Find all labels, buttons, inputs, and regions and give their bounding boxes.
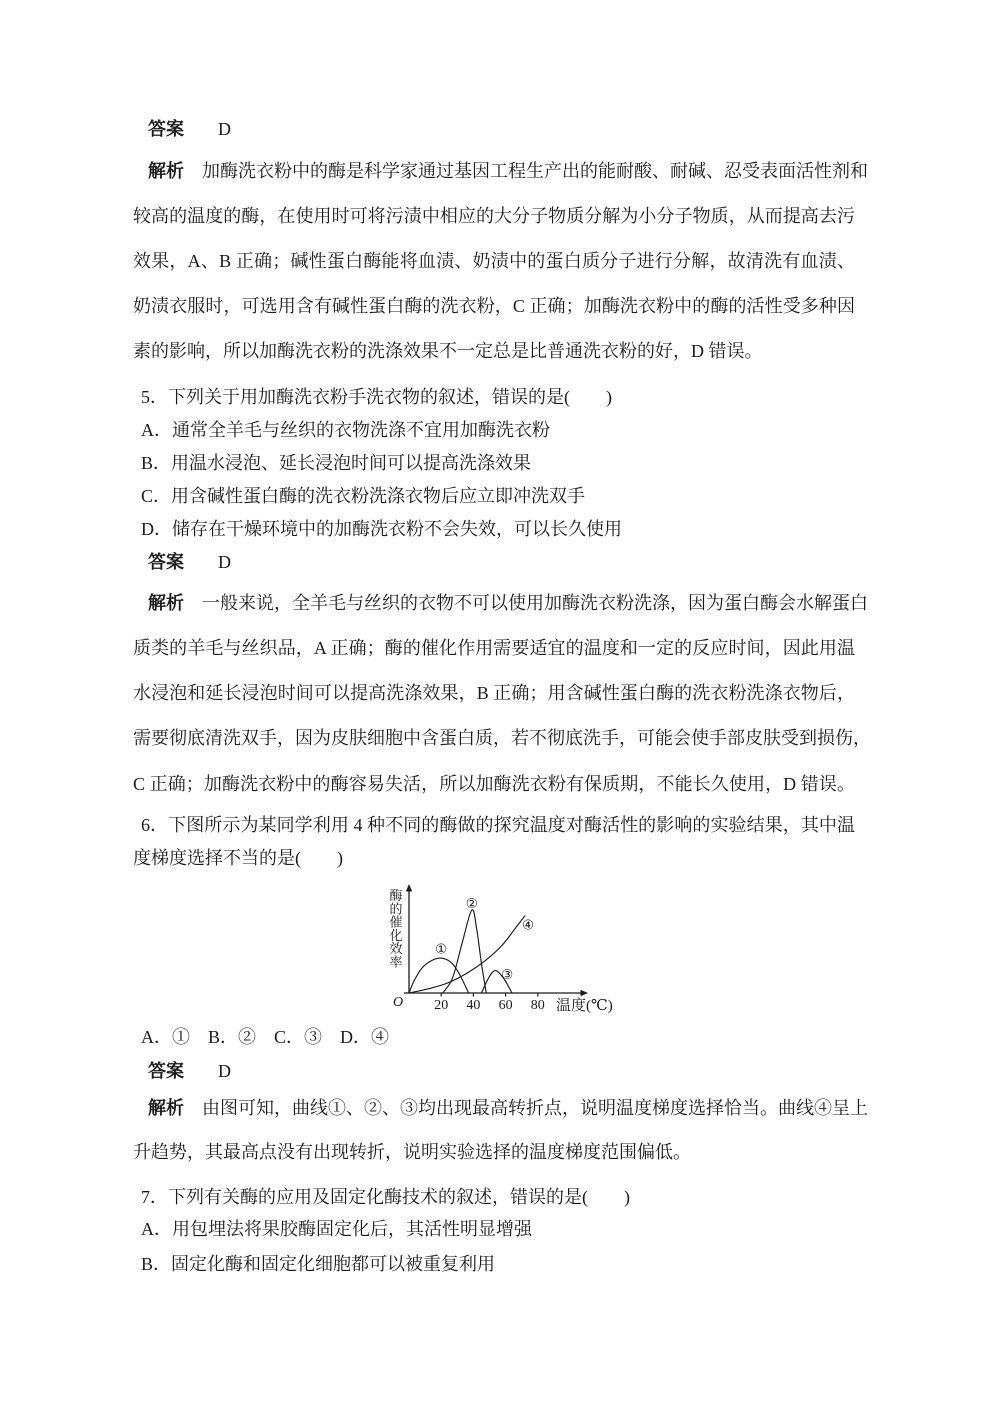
q5-analysis-line: 需要彻底清洗双手，因为皮肤细胞中含蛋白质，若不彻底洗手，可能会使手部皮肤受到损伤，	[133, 728, 871, 748]
y-axis-title-char: 率	[389, 954, 403, 970]
x-tick-label: 40	[466, 998, 481, 1013]
y-axis-title-char: 化	[389, 927, 403, 943]
q6-options-line: A．① B．② C．③ D．④	[141, 1027, 390, 1047]
y-axis-title-char: 催	[389, 914, 403, 930]
origin-label: O	[393, 995, 404, 1010]
q6-analysis-line: 升趋势，其最高点没有出现转折，说明实验选择的温度梯度范围偏低。	[133, 1142, 691, 1162]
x-tick-label: 20	[434, 998, 449, 1013]
q6-stem: 6．下图所示为某同学利用 4 种不同的酶做的探究温度对酶活性的影响的实验结果，其中温	[141, 815, 855, 835]
q6-analysis-line	[148, 1097, 868, 1119]
answer-value: D	[218, 119, 231, 139]
q5-answer-line	[148, 551, 231, 573]
q5-option-a: A．通常全羊毛与丝织的衣物洗涤不宜用加酶洗衣粉	[141, 420, 550, 440]
q5-option-b: B．用温水浸泡、延长浸泡时间可以提高洗涤效果	[141, 453, 532, 473]
q4-analysis-line: 效果，A、B 正确；碱性蛋白酶能将血渍、奶渍中的蛋白质分子进行分解，故清洗有血渍、	[133, 251, 855, 271]
q5-stem: 5．下列关于用加酶洗衣粉手洗衣物的叙述，错误的是( )	[141, 387, 612, 407]
q5-option-c: C．用含碱性蛋白酶的洗衣粉洗涤衣物后应立即冲洗双手	[141, 486, 586, 506]
curve-1-label: ①	[435, 941, 448, 957]
curve-1	[409, 958, 469, 993]
curve-3-label: ③	[501, 967, 514, 983]
answer-label: 答案	[148, 119, 184, 139]
curve-2-label: ②	[465, 895, 478, 911]
x-tick-label: 60	[498, 998, 513, 1013]
q4-analysis-line	[148, 160, 868, 182]
y-axis-arrow-icon	[406, 884, 412, 892]
q7-option-a: A．用包埋法将果胶酶固定化后，其活性明显增强	[141, 1219, 532, 1239]
enzyme-temperature-chart	[385, 882, 620, 1017]
q4-analysis-line: 奶渍衣服时，可选用含有碱性蛋白酶的洗衣粉，C 正确；加酶洗衣粉中的酶的活性受多种因	[133, 296, 855, 316]
analysis-text: 一般来说，全羊毛与丝织的衣物不可以使用加酶洗衣粉洗涤，因为蛋白酶会水解蛋白	[202, 593, 868, 613]
answer-label: 答案	[148, 552, 184, 572]
curve-2	[443, 910, 487, 993]
enzyme-temperature-chart-svg	[385, 882, 620, 1017]
q5-analysis-line	[148, 592, 868, 614]
analysis-label: 解析	[148, 161, 184, 181]
analysis-text: 由图可知，曲线①、②、③均出现最高转折点，说明温度梯度选择恰当。曲线④呈上	[202, 1098, 868, 1118]
answer-value: D	[218, 1061, 231, 1081]
q4-analysis-line: 素的影响，所以加酶洗衣粉的洗涤效果不一定总是比普通洗衣粉的好，D 错误。	[133, 341, 763, 361]
q5-analysis-line: C 正确；加酶洗衣粉中的酶容易失活，所以加酶洗衣粉有保质期，不能长久使用，D 错误。	[133, 774, 855, 794]
q4-answer-line	[148, 118, 231, 140]
curve-4-label: ④	[522, 917, 535, 933]
y-axis-title-char: 的	[389, 901, 403, 917]
q4-analysis-line: 较高的温度的酶，在使用时可将污渍中相应的大分子物质分解为小分子物质，从而提高去污	[133, 206, 855, 226]
q5-analysis-line: 水浸泡和延长浸泡时间可以提高洗涤效果，B 正确；用含碱性蛋白酶的洗衣粉洗涤衣物后，	[133, 683, 855, 703]
q5-option-d: D．储存在干燥环境中的加酶洗衣粉不会失效，可以长久使用	[141, 519, 622, 539]
q7-option-b: B．固定化酶和固定化细胞都可以被重复利用	[141, 1254, 496, 1274]
x-axis-arrow-icon	[581, 990, 589, 996]
x-axis-title: 温度(℃)	[556, 998, 613, 1014]
analysis-text: 加酶洗衣粉中的酶是科学家通过基因工程生产出的能耐酸、耐碱、忍受表面活性剂和	[202, 161, 868, 181]
x-tick-label: 80	[530, 998, 545, 1013]
answer-value: D	[218, 552, 231, 572]
q5-analysis-line: 质类的羊毛与丝织品，A 正确；酶的催化作用需要适宜的温度和一定的反应时间，因此用温	[133, 638, 855, 658]
answer-label: 答案	[148, 1061, 184, 1081]
q6-answer-line	[148, 1060, 231, 1082]
y-axis-title-char: 效	[389, 941, 403, 957]
q6-stem: 度梯度选择不当的是( )	[133, 848, 343, 868]
analysis-label: 解析	[148, 593, 184, 613]
y-axis-title-char: 酶	[389, 888, 403, 903]
analysis-label: 解析	[148, 1098, 184, 1118]
q7-stem: 7．下列有关酶的应用及固定化酶技术的叙述，错误的是( )	[141, 1187, 630, 1207]
